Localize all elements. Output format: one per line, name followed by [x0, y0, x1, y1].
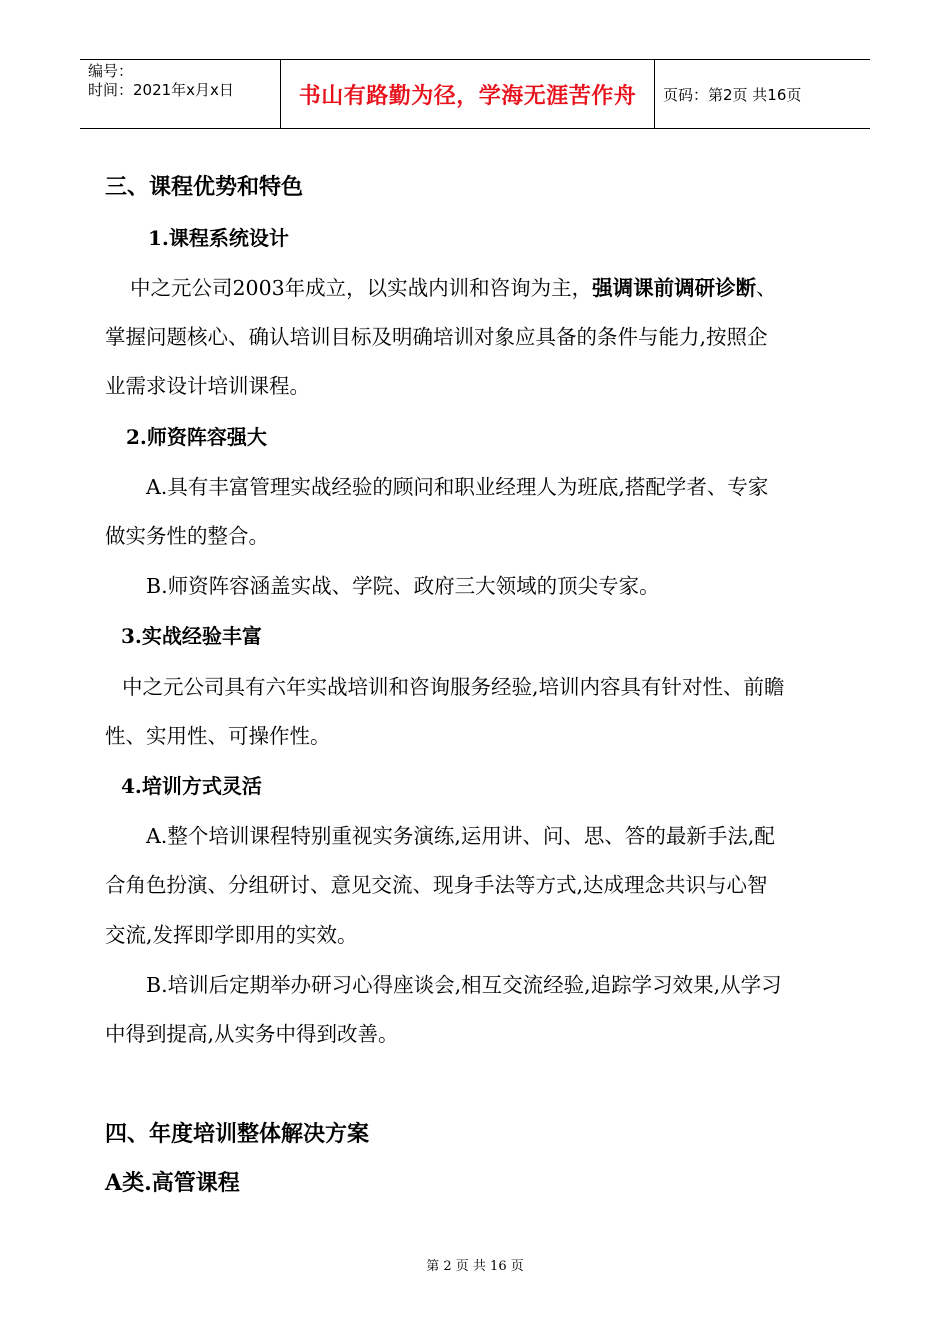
section-4-title: 四、年度培训整体解决方案	[105, 1121, 370, 1147]
s1-paragraph-line-2: 掌握问题核心、确认培训目标及明确培训对象应具备的条件与能力,按照企	[105, 325, 768, 349]
page-footer: 第 2 页 共 16 页	[426, 1259, 524, 1274]
s3-paragraph-line-1: 中之元公司具有六年实战培训和咨询服务经验,培训内容具有针对性、前瞻	[122, 675, 785, 699]
s1-text-a: 中之元公司2003年成立，以实战内训和咨询为主，	[130, 276, 593, 300]
page-info: 页码：第2页 共16页	[663, 85, 802, 104]
s4-a-line-3: 交流,发挥即学即用的实效。	[105, 923, 358, 947]
s4-b-line-1: B.培训后定期举办研习心得座谈会,相互交流经验,追踪学习效果,从学习	[146, 973, 782, 997]
subsection-3-title: 3.实战经验丰富	[121, 624, 262, 648]
s1-text-bold: 强调课前调研诊断	[592, 276, 757, 300]
section-3-title: 三、课程优势和特色	[105, 174, 304, 200]
s1-text-b: 、	[756, 276, 777, 300]
serial-label: 编号：	[88, 62, 134, 80]
category-a-title: A类.高管课程	[105, 1170, 240, 1196]
s2-a-line-1: A.具有丰富管理实战经验的顾问和职业经理人为班底,搭配学者、专家	[146, 475, 769, 499]
s4-a-line-2: 合角色扮演、分组研讨、意见交流、现身手法等方式,达成理念共识与心智	[105, 873, 768, 897]
motto: 书山有路勤为径，学海无涯苦作舟	[298, 83, 637, 109]
s1-paragraph-line-1	[130, 271, 777, 301]
header-motto-cell	[281, 60, 655, 128]
s4-b-line-2: 中得到提高,从实务中得到改善。	[105, 1022, 399, 1046]
s3-paragraph-line-2: 性、实用性、可操作性。	[105, 724, 331, 748]
subsection-1-title: 1.课程系统设计	[148, 226, 289, 250]
s2-a-line-2: 做实务性的整合。	[105, 524, 269, 548]
time-label: 时间：2021年x月x日	[88, 81, 234, 99]
s1-paragraph-line-3: 业需求设计培训课程。	[105, 374, 310, 398]
subsection-4-title: 4.培训方式灵活	[121, 774, 262, 798]
s2-b-line-1: B.师资阵容涵盖实战、学院、政府三大领域的顶尖专家。	[146, 574, 660, 598]
header-page-cell	[655, 60, 870, 128]
page-header	[80, 59, 870, 129]
subsection-2-title: 2.师资阵容强大	[126, 425, 267, 449]
s4-a-line-1: A.整个培训课程特别重视实务演练,运用讲、问、思、答的最新手法,配	[146, 824, 775, 848]
header-meta-cell	[80, 60, 281, 128]
